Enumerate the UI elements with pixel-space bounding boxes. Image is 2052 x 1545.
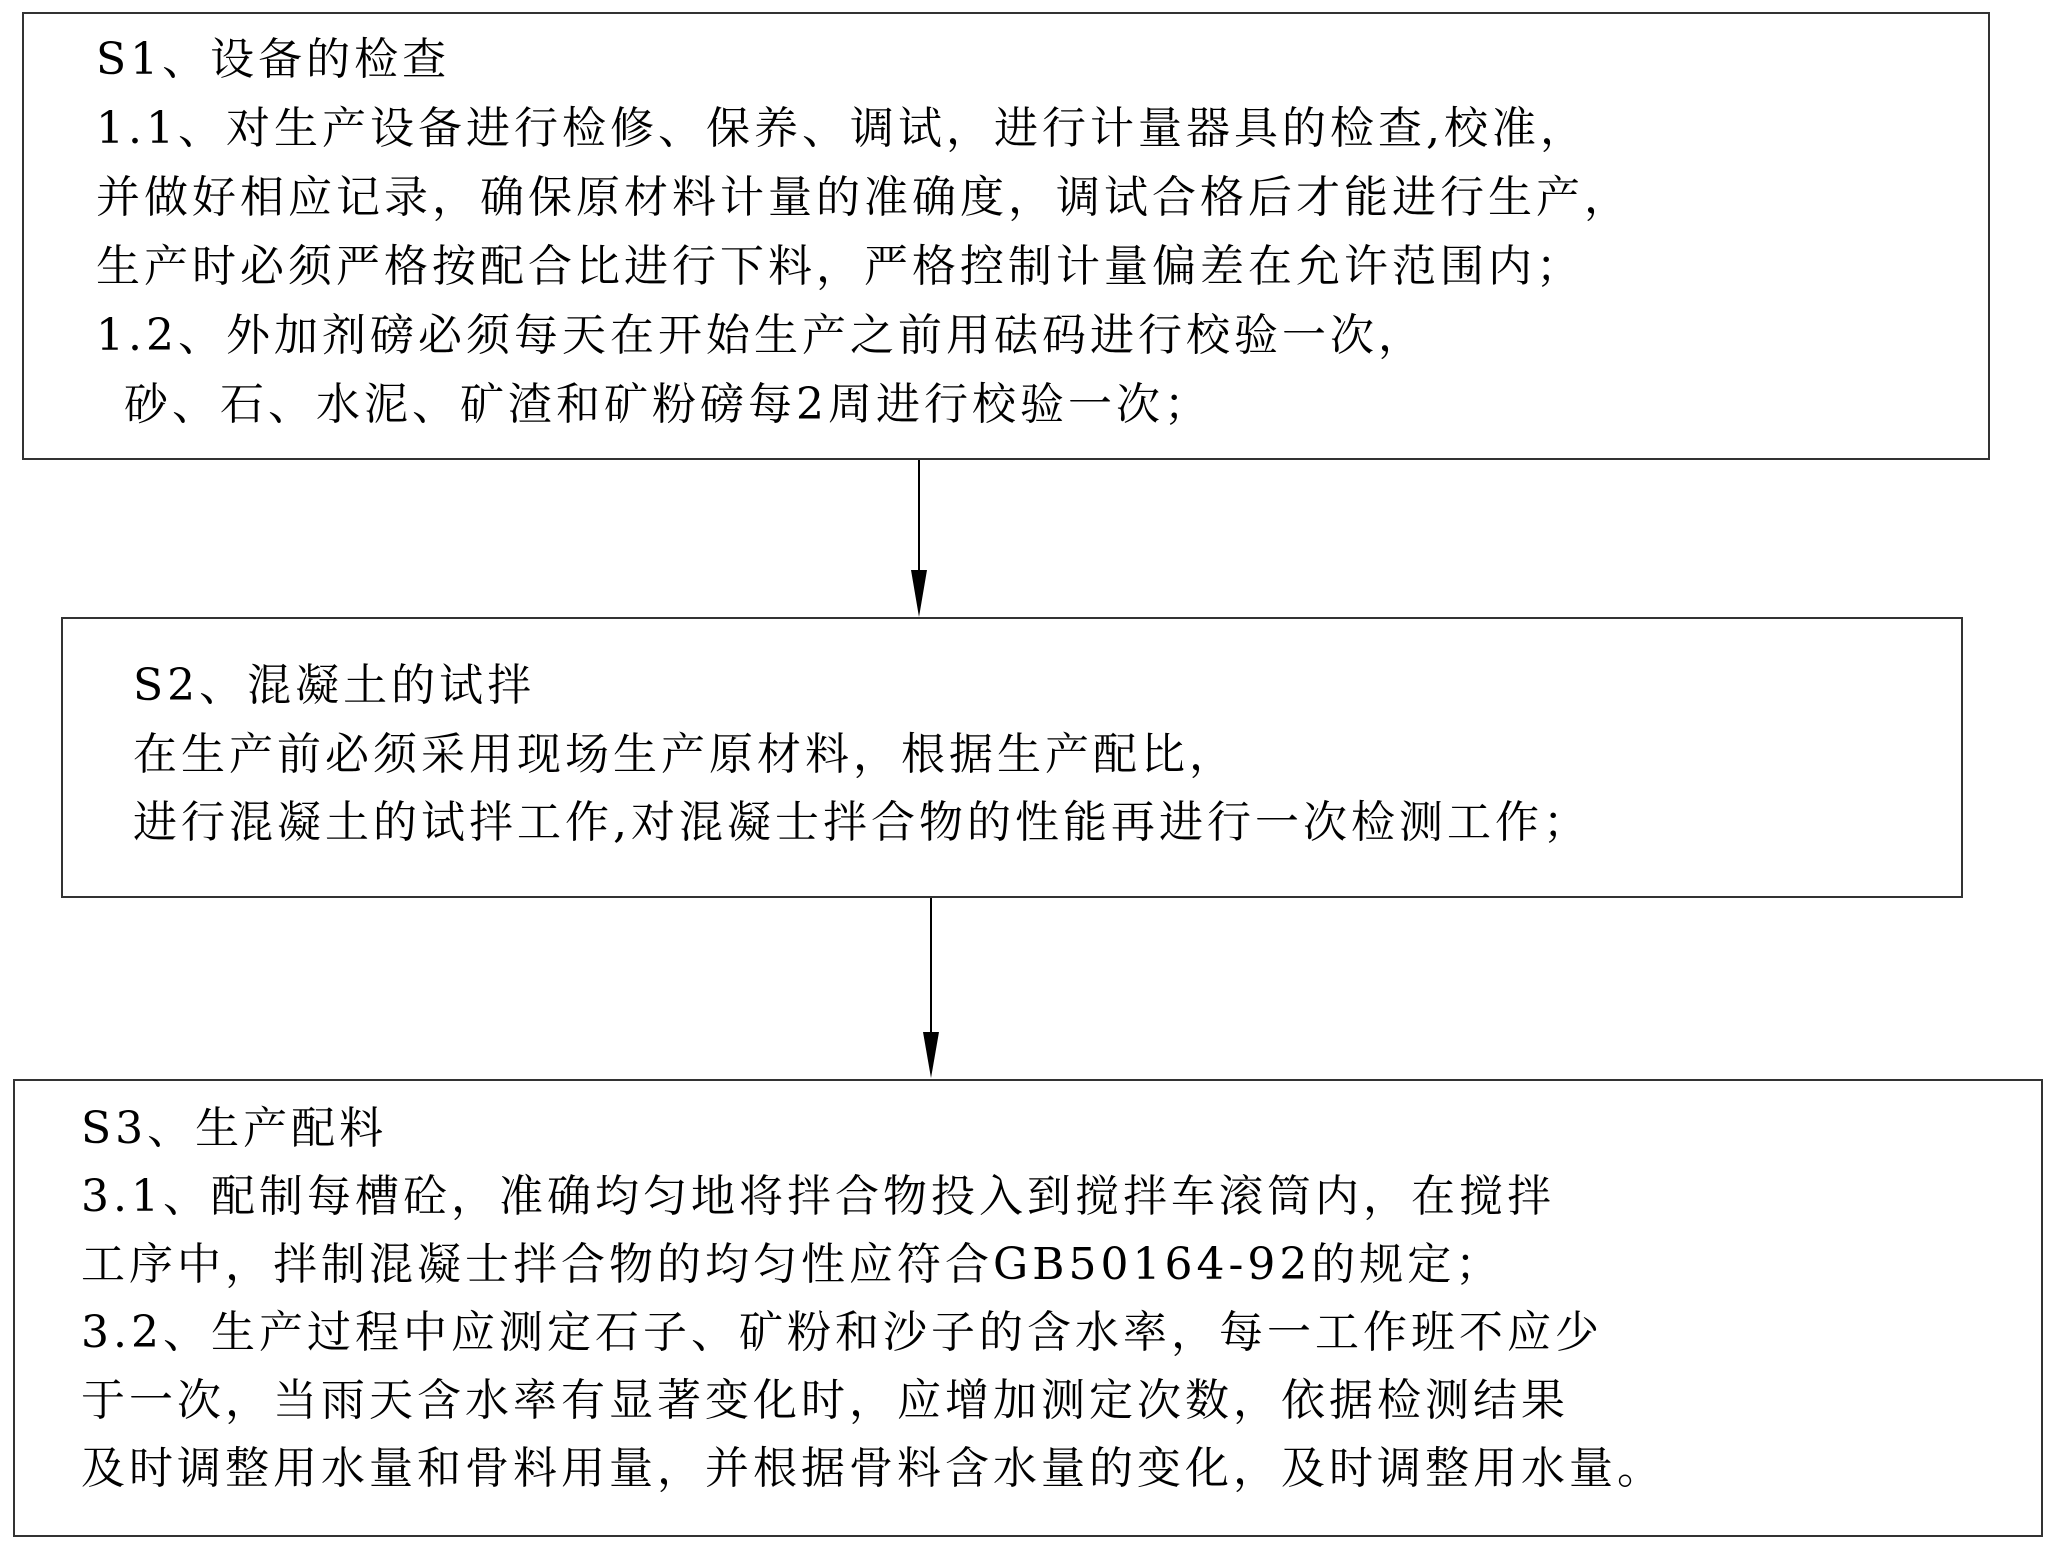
step-s3-line-1: 3.1、配制每槽砼，准确均匀地将拌合物投入到搅拌车滚筒内，在搅拌 [81, 1171, 1555, 1222]
arrow-s1-to-s2 [904, 460, 934, 620]
step-s3-line-2: 工序中，拌制混凝士拌合物的均匀性应符合GB50164-92的规定； [81, 1239, 1504, 1290]
step-s1-box [22, 12, 1990, 460]
step-s1-line-4: 1.2、外加剂磅必须每天在开始生产之前用砝码进行校验一次， [96, 310, 1426, 361]
step-s3-line-5: 及时调整用水量和骨料用量，并根据骨料含水量的变化，及时调整用水量。 [81, 1443, 1665, 1494]
step-s2-box [61, 617, 1963, 898]
step-s3-line-4: 于一次，当雨天含水率有显著变化时，应增加测定次数，依据检测结果 [81, 1375, 1569, 1426]
step-s1-line-3: 生产时必须严格按配合比进行下料，严格控制计量偏差在允许范围内； [96, 241, 1584, 292]
arrow-s2-to-s3 [916, 898, 946, 1081]
step-s3-title: S3、生产配料 [81, 1103, 388, 1154]
step-s1-line-2: 并做好相应记录，确保原材料计量的准确度，调试合格后才能进行生产， [96, 172, 1632, 223]
step-s2-title: S2、混凝土的试拌 [133, 660, 536, 711]
step-s1-line-5: 砂、石、水泥、矿渣和矿粉磅每2周进行校验一次； [124, 379, 1212, 430]
step-s1-line-1: 1.1、对生产设备进行检修、保养、调试，进行计量器具的检查,校准， [96, 103, 1588, 154]
step-s3-line-3: 3.2、生产过程中应测定石子、矿粉和沙子的含水率，每一工作班不应少 [81, 1307, 1603, 1358]
step-s1-title: S1、设备的检查 [96, 34, 451, 85]
step-s3-box [13, 1079, 2043, 1537]
step-s2-line-2: 进行混凝土的试拌工作,对混凝士拌合物的性能再进行一次检测工作； [133, 797, 1591, 848]
step-s2-line-1: 在生产前必须采用现场生产原材料，根据生产配比， [133, 729, 1237, 780]
